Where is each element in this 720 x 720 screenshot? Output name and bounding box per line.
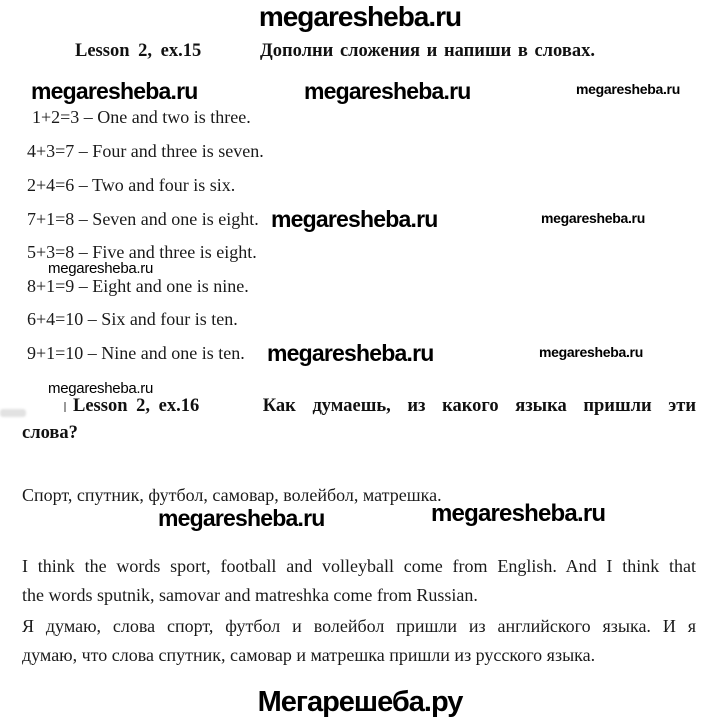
answer-english-line: I think the words sport, football and volleyball come from English. And I think that (22, 556, 696, 576)
exercise16-task-line1: Как думаешь, из какого языка пришли эти (262, 396, 696, 416)
watermark: megaresheba.ru (539, 344, 643, 360)
equation-answer-line: 5+3=8 – Five and three is eight. (27, 242, 257, 262)
watermark-header: megaresheba.ru (258, 1, 462, 32)
watermark: megaresheba.ru (541, 210, 645, 226)
watermark: megaresheba.ru (48, 260, 154, 277)
equation-answer-line: 4+3=7 – Four and three is seven. (27, 141, 264, 161)
watermark: megaresheba.ru (48, 380, 154, 397)
answer-english-paragraph (22, 552, 696, 609)
equation-answer-line: 7+1=8 – Seven and one is eight. (27, 209, 259, 229)
watermark: megaresheba.ru (271, 206, 438, 232)
footer-brand: Мегарешеба.ру (257, 686, 463, 718)
equation-answer-line: 8+1=9 – Eight and one is nine. (27, 276, 249, 296)
answer-russian-line: Я думаю, слова спорт, футбол и волейбол пришли из английского языка. И я (22, 616, 696, 636)
exercise15-task: Дополни сложения и напиши в словах. (260, 41, 595, 61)
watermark: megaresheba.ru (267, 340, 434, 366)
exercise16-source-words: Спорт, спутник, футбол, самовар, волейбол, матрешка. (22, 485, 442, 505)
equation-answer-line: 6+4=10 – Six and four is ten. (27, 309, 238, 329)
exercise16-task-line2: слова? (22, 423, 78, 443)
equation-answer-line: 9+1=10 – Nine and one is ten. (27, 343, 245, 363)
watermark: megaresheba.ru (158, 505, 325, 531)
watermark: megaresheba.ru (431, 500, 606, 527)
exercise16-title: Lesson 2, ex.16 (73, 396, 200, 416)
answer-english-line: the words sputnik, samovar and matreshka come from Russian. (22, 584, 478, 605)
exercise16-heading-line1 (22, 396, 696, 423)
answer-russian-line: думаю, что слова спутник, самовар и матрешка пришли из русского языка. (22, 644, 596, 665)
watermark: megaresheba.ru (31, 78, 198, 104)
exercise15-title: Lesson 2, ex.15 (75, 41, 202, 61)
watermark: megaresheba.ru (304, 78, 471, 104)
equation-answer-line: 2+4=6 – Two and four is six. (27, 175, 236, 195)
watermark: megaresheba.ru (576, 81, 680, 97)
exercise16-heading (22, 396, 696, 443)
equation-answer-line: 1+2=3 – One and two is three. (32, 107, 251, 127)
answer-russian-paragraph (22, 612, 696, 669)
